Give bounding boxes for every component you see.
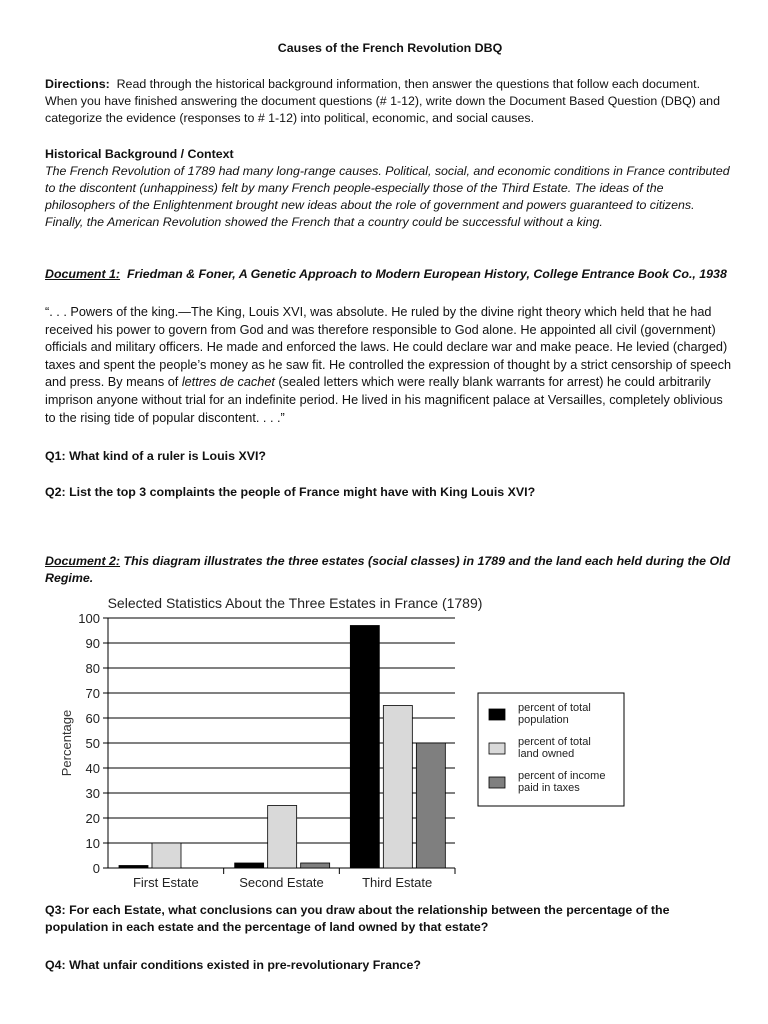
y-tick-label-60: 60 bbox=[85, 711, 100, 726]
y-tick-label-0: 0 bbox=[92, 861, 100, 876]
document-2-header bbox=[45, 553, 735, 587]
quote-lettres-de-cachet: lettres de cachet bbox=[181, 375, 275, 390]
bar-second-estate-series-1 bbox=[268, 806, 297, 869]
document-1-source: Friedman & Foner, A Genetic Approach to Modern European History, College Entrance Book Co., 1938 bbox=[126, 267, 727, 281]
bar-second-estate-series-2 bbox=[301, 863, 330, 868]
bar-first-estate-series-1 bbox=[152, 843, 181, 868]
directions-label: Directions: bbox=[45, 77, 110, 91]
y-tick-label-20: 20 bbox=[85, 811, 100, 826]
quote-part-2: (sealed letters which were really blank warrants for arrest) he could arbitrarily imprison anyone without trial for an indefinite period. He lived in his magnificent palace at Versailles, completely oblivious to the rising tide of popular discontent. . . .” bbox=[45, 375, 723, 425]
y-tick-label-80: 80 bbox=[85, 661, 100, 676]
legend-label-0-line-1: population bbox=[518, 714, 569, 726]
chart-svg bbox=[55, 590, 606, 895]
y-axis-label: Percentage bbox=[59, 709, 74, 777]
legend-label-1-line-1: land owned bbox=[518, 748, 575, 760]
y-tick-label-100: 100 bbox=[78, 611, 100, 626]
bar-first-estate-series-0 bbox=[119, 866, 148, 869]
y-tick-label-70: 70 bbox=[85, 686, 100, 701]
y-tick-label-30: 30 bbox=[85, 786, 100, 801]
document-1-header bbox=[45, 266, 735, 283]
document-2-label: Document 2: bbox=[45, 554, 121, 568]
chart-title: Selected Statistics About the Three Estates in France (1789) bbox=[107, 595, 483, 611]
legend-swatch-2 bbox=[489, 777, 505, 788]
document-1-label: Document 1: bbox=[45, 267, 121, 281]
document-2-text: This diagram illustrates the three estates (social classes) in 1789 and the land each held during the Old Regime. bbox=[45, 554, 731, 585]
page-title: Causes of the French Revolution DBQ bbox=[277, 41, 503, 55]
bar-second-estate-series-0 bbox=[235, 863, 264, 868]
y-tick-label-90: 90 bbox=[85, 636, 100, 651]
legend-label-1-line-0: percent of total bbox=[518, 736, 591, 748]
directions-text: Read through the historical background information, then answer the questions that follow each document. When you have finished answering the document questions (# 1-12), write down the Document Based Question (DBQ) and categorize the evidence (responses to # 1-12) into political, economic, and social causes. bbox=[45, 77, 720, 125]
y-tick-label-40: 40 bbox=[85, 761, 100, 776]
quote-part-1: “. . . Powers of the king.—The King, Louis XVI, was absolute. He ruled by the divine right theory which held that he had received his power to govern from God and was therefore responsible to God alone. He appointed all civil (government) officials and military officers. He made and enforced the laws. He could declare war and make peace. He levied (charged) taxes and spent the people’s money as he saw fit. He controlled the expression of thought by a strict censorship of speech and press. By means of bbox=[45, 305, 731, 390]
legend-label-0-line-0: percent of total bbox=[518, 702, 591, 714]
y-tick-label-50: 50 bbox=[85, 736, 100, 751]
legend-swatch-0 bbox=[489, 709, 505, 720]
x-tick-label-first-estate: First Estate bbox=[132, 875, 199, 890]
legend-label-2-line-1: paid in taxes bbox=[518, 782, 580, 794]
question-2: Q2: List the top 3 complaints the people of France might have with King Louis XVI? bbox=[45, 485, 536, 499]
legend-swatch-1 bbox=[489, 743, 505, 754]
document-1-quote bbox=[45, 304, 735, 427]
bar-third-estate-series-1 bbox=[383, 706, 412, 869]
y-tick-label-10: 10 bbox=[85, 836, 100, 851]
background-text: The French Revolution of 1789 had many long-range causes. Political, social, and economic conditions in France contributed to the discontent (unhappiness) felt by many French people-especially those of the Third Estate. The ideas of the philosophers of the Enlightenment brought new ideas about the role of government and powers guaranteed to citizens. Finally, the American Revolution showed the French that a country could be successful without a king. bbox=[45, 164, 730, 229]
question-3: Q3: For each Estate, what conclusions can you draw about the relationship between the percentage of the population in each estate and the percentage of land owned by that estate? bbox=[45, 903, 670, 934]
background-heading: Historical Background / Context bbox=[45, 147, 234, 161]
legend-label-2-line-0: percent of income bbox=[518, 770, 606, 782]
directions-section bbox=[45, 76, 735, 127]
question-1: Q1: What kind of a ruler is Louis XVI? bbox=[45, 449, 266, 463]
x-tick-label-third-estate: Third Estate bbox=[362, 875, 433, 890]
three-estates-chart bbox=[55, 590, 606, 895]
x-tick-label-second-estate: Second Estate bbox=[239, 875, 324, 890]
bar-third-estate-series-0 bbox=[350, 626, 379, 869]
question-4: Q4: What unfair conditions existed in pre-revolutionary France? bbox=[45, 958, 421, 972]
bar-third-estate-series-2 bbox=[416, 743, 445, 868]
background-section bbox=[45, 146, 735, 231]
